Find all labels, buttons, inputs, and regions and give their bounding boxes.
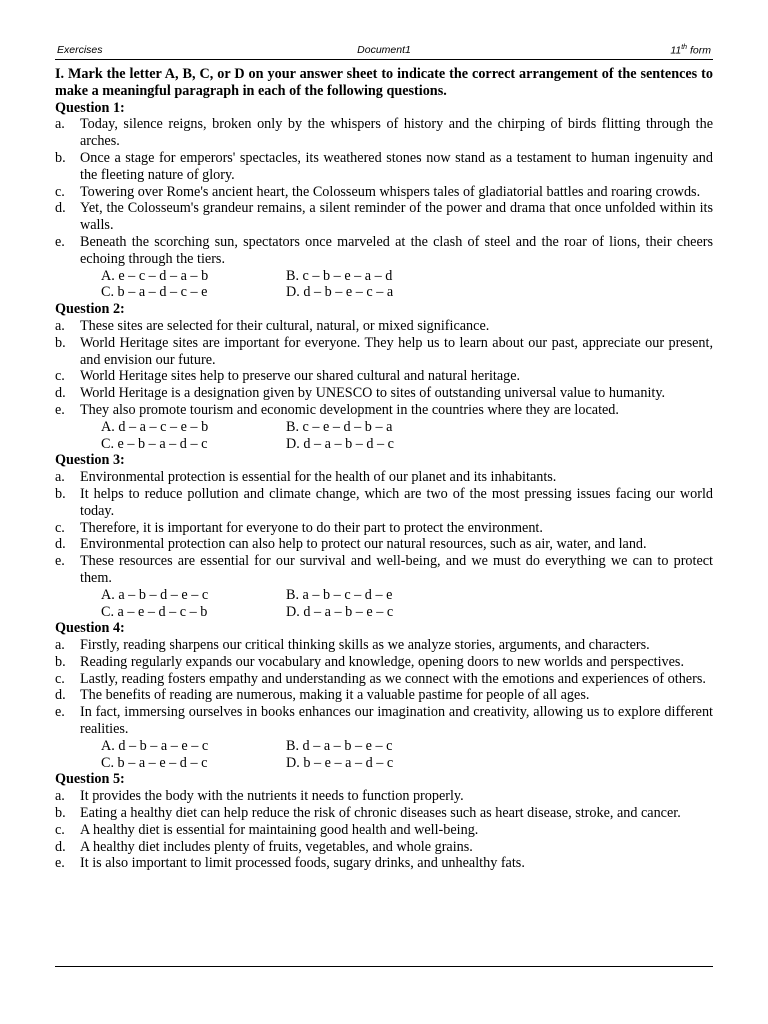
answer-option[interactable]: B. c – b – e – a – d xyxy=(286,267,393,284)
sentence-letter: a. xyxy=(55,788,65,805)
answer-option[interactable]: C. b – a – e – d – c xyxy=(101,754,208,771)
sentence-letter: a. xyxy=(55,469,65,486)
sentence-text: In fact, immersing ourselves in books enhances our imagination and creativity, allowing us to explore different realities. xyxy=(80,704,713,738)
answer-option[interactable]: B. a – b – c – d – e xyxy=(286,586,393,603)
sentence-text: Eating a healthy diet can help reduce the risk of chronic diseases such as heart disease, stroke, and cancer. xyxy=(80,805,681,822)
sentence-item xyxy=(55,788,713,805)
answer-option[interactable]: B. c – e – d – b – a xyxy=(286,418,393,435)
sentence-letter: d. xyxy=(55,536,66,553)
answer-options xyxy=(101,587,713,621)
section-instruction: I. Mark the letter A, B, C, or D on your answer sheet to indicate the correct arrangement of the sentences to make a meaningful paragraph in each of the following questions. xyxy=(55,66,713,99)
sentence-text: It is also important to limit processed foods, sugary drinks, and unhealthy fats. xyxy=(80,855,525,872)
sentence-text: Towering over Rome's ancient heart, the Colosseum whispers tales of gladiatorial battles and roaring crowds. xyxy=(80,183,701,200)
sentence-text: These resources are essential for our survival and well-being, and we must do everything we can to protect them. xyxy=(80,553,713,586)
answer-option[interactable]: C. b – a – d – c – e xyxy=(101,284,208,301)
answer-option[interactable]: C. e – b – a – d – c xyxy=(101,435,208,452)
answer-option[interactable]: A. a – b – d – e – c xyxy=(101,586,209,603)
sentence-text: World Heritage is a designation given by UNESCO to sites of outstanding universal value to humanity. xyxy=(80,385,666,402)
page-header xyxy=(55,43,713,60)
sentence-letter: b. xyxy=(55,805,66,822)
answer-option[interactable]: D. d – b – e – c – a xyxy=(286,284,394,301)
sentence-item xyxy=(55,200,713,234)
page-footer xyxy=(55,966,713,987)
sentence-letter: b. xyxy=(55,485,66,502)
question-block xyxy=(55,771,713,872)
sentence-item xyxy=(55,368,713,385)
sentence-item xyxy=(55,150,713,184)
sentence-text: They also promote tourism and economic development in the countries where they are located. xyxy=(80,401,619,418)
question-block xyxy=(55,452,713,620)
sentence-text: It provides the body with the nutrients it needs to function properly. xyxy=(80,788,464,805)
sentence-text: Yet, the Colosseum's grandeur remains, a silent reminder of the power and drama that once unfolded within its walls. xyxy=(80,200,713,234)
question-list xyxy=(55,100,713,873)
answer-option[interactable]: D. b – e – a – d – c xyxy=(286,754,394,771)
answer-option[interactable]: D. d – a – b – d – c xyxy=(286,435,394,452)
sentence-item xyxy=(55,839,713,856)
sentence-letter: b. xyxy=(55,149,66,166)
document-body xyxy=(55,66,713,872)
sentence-letter: d. xyxy=(55,200,66,217)
sentence-text: Lastly, reading fosters empathy and understanding as we connect with the emotions and experiences of others. xyxy=(80,670,706,687)
answer-options xyxy=(101,268,713,302)
sentence-item xyxy=(55,486,713,520)
sentence-text: Once a stage for emperors' spectacles, its weathered stones now stand as a testament to human ingenuity and the fleeting nature of glory. xyxy=(80,149,713,183)
sentence-letter: c. xyxy=(55,368,65,385)
answer-option[interactable]: D. d – a – b – e – c xyxy=(286,603,394,620)
sentence-letter: e. xyxy=(55,401,65,418)
sentence-letter: e. xyxy=(55,233,65,250)
sentence-text: The benefits of reading are numerous, making it a valuable pastime for people of all ages. xyxy=(80,687,590,704)
sentence-item xyxy=(55,553,713,587)
sentence-text: Today, silence reigns, broken only by the whispers of history and the chirping of birds flitting through the arches. xyxy=(80,116,713,150)
sentence-item xyxy=(55,671,713,688)
sentence-text: Environmental protection can also help to protect our natural resources, such as air, water, and land. xyxy=(80,536,647,553)
sentence-item xyxy=(55,822,713,839)
answer-option[interactable]: C. a – e – d – c – b xyxy=(101,603,208,620)
answer-options xyxy=(101,419,713,453)
sentence-item xyxy=(55,520,713,537)
sentence-letter: e. xyxy=(55,855,65,872)
header-form-word: form xyxy=(687,44,711,57)
sentence-letter: e. xyxy=(55,704,65,721)
sentence-item xyxy=(55,704,713,738)
sentence-item xyxy=(55,318,713,335)
sentence-letter: b. xyxy=(55,653,66,670)
sentence-text: Therefore, it is important for everyone to do their part to protect the environment. xyxy=(80,519,543,536)
sentence-letter: d. xyxy=(55,687,66,704)
sentence-letter: d. xyxy=(55,838,66,855)
sentence-letter: b. xyxy=(55,334,66,351)
question-block xyxy=(55,620,713,771)
sentence-letter: a. xyxy=(55,637,65,654)
sentence-item xyxy=(55,385,713,402)
sentence-letter: d. xyxy=(55,385,66,402)
sentence-text: Firstly, reading sharpens our critical thinking skills as we analyze stories, arguments, and characters. xyxy=(80,637,650,654)
sentence-item xyxy=(55,654,713,671)
header-form-number: 11 xyxy=(670,44,682,57)
header-right-label xyxy=(670,44,711,57)
sentence-letter: c. xyxy=(55,183,65,200)
question-title: Question 2: xyxy=(55,301,125,318)
sentence-text: Reading regularly expands our vocabulary and knowledge, opening doors to new worlds and perspectives. xyxy=(80,653,684,670)
sentence-item xyxy=(55,637,713,654)
sentence-text: A healthy diet is essential for maintaining good health and well-being. xyxy=(80,821,479,838)
sentence-item xyxy=(55,234,713,268)
sentence-letter: a. xyxy=(55,317,65,334)
answer-option[interactable]: B. d – a – b – e – c xyxy=(286,737,393,754)
question-title: Question 4: xyxy=(55,620,125,637)
sentence-text: World Heritage sites help to preserve our shared cultural and natural heritage. xyxy=(80,368,521,385)
sentence-item xyxy=(55,536,713,553)
sentence-text: Environmental protection is essential for the health of our planet and its inhabitants. xyxy=(80,469,557,486)
sentence-letter: a. xyxy=(55,116,65,133)
question-block xyxy=(55,100,713,302)
question-title: Question 3: xyxy=(55,452,125,469)
sentence-item xyxy=(55,469,713,486)
sentence-item xyxy=(55,805,713,822)
sentence-letter: e. xyxy=(55,553,65,570)
answer-options xyxy=(101,738,713,772)
answer-option[interactable]: A. e – c – d – a – b xyxy=(101,267,209,284)
sentence-letter: c. xyxy=(55,519,65,536)
sentence-item xyxy=(55,335,713,369)
sentence-letter: c. xyxy=(55,670,65,687)
sentence-text: Beneath the scorching sun, spectators once marveled at the clash of steel and the roar of lions, their cheers echoing through the tiers. xyxy=(80,233,713,267)
sentence-text: World Heritage sites are important for everyone. They help us to learn about our past, appreciate our present, and envision our future. xyxy=(80,334,713,368)
question-title: Question 1: xyxy=(55,99,125,116)
sentence-letter: c. xyxy=(55,821,65,838)
answer-option[interactable]: A. d – a – c – e – b xyxy=(101,418,209,435)
header-document-title: Document1 xyxy=(357,44,411,56)
sentence-text: It helps to reduce pollution and climate change, which are two of the most pressing issues facing our world today. xyxy=(80,485,713,519)
sentence-item xyxy=(55,116,713,150)
question-title: Question 5: xyxy=(55,771,125,788)
header-left-label: Exercises xyxy=(57,44,103,56)
sentence-item xyxy=(55,855,713,872)
sentence-text: These sites are selected for their cultural, natural, or mixed significance. xyxy=(80,317,490,334)
sentence-text: A healthy diet includes plenty of fruits, vegetables, and whole grains. xyxy=(80,838,473,855)
header-form-suffix: th xyxy=(681,44,688,51)
question-block xyxy=(55,301,713,452)
sentence-item xyxy=(55,402,713,419)
sentence-item xyxy=(55,687,713,704)
answer-option[interactable]: A. d – b – a – e – c xyxy=(101,737,209,754)
sentence-item xyxy=(55,184,713,201)
